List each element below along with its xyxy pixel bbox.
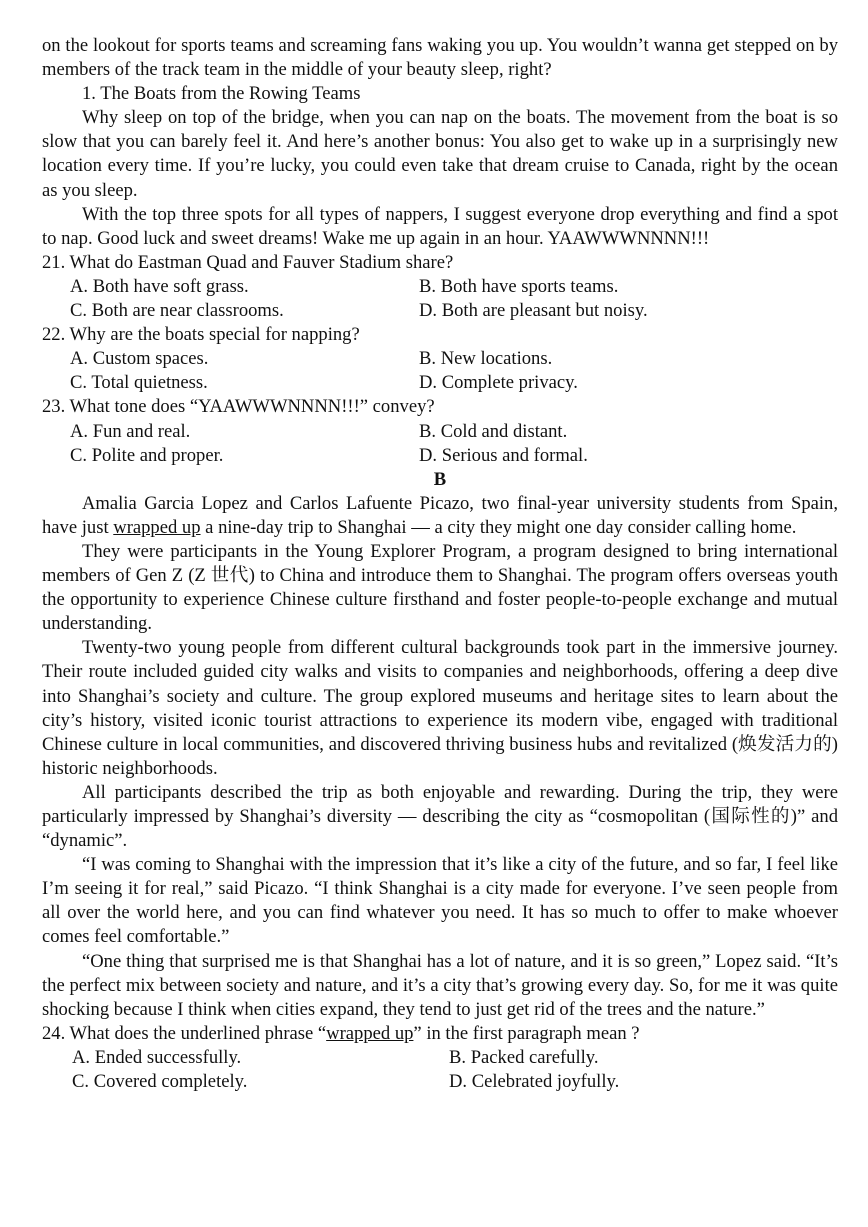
option-d[interactable]: D. Both are pleasant but noisy. — [419, 300, 648, 322]
question-stem — [42, 1022, 838, 1046]
answer-options — [42, 275, 838, 323]
option-b[interactable]: B. New locations. — [419, 348, 553, 370]
section-b-label: B — [433, 468, 447, 490]
section-b-paragraph-6: “One thing that surprised me is that Shanghai has a lot of nature, and it is so green,” Lopez said. “It’s the perfect mix between society and nature, and it’s a city that’s growing every day. So, for me it was quite shocking because I think when cities expand, they tend to just get rid of the trees and the nature.” — [42, 950, 838, 1020]
option-a[interactable]: A. Ended successfully. — [72, 1046, 242, 1068]
option-c[interactable]: C. Both are near classrooms. — [70, 300, 284, 322]
section-b-paragraph-2: They were participants in the Young Explorer Program, a program designed to bring international members of Gen Z (Z 世代) to China and introduce them to Shanghai. The program offers overseas youth the opportunity to experience Chinese culture firsthand and foster people-to-people exchange and mutual understanding. — [42, 540, 838, 635]
section-b-paragraph-1 — [42, 492, 838, 540]
section-b-paragraph-5: “I was coming to Shanghai with the impression that it’s like a city of the future, and so far, I feel like I’m seeing it for real,” said Picazo. “I think Shanghai is a city made for everyone. I’ve seen people from all over the world here, and you can find whatever you need. It has so much to offer to make whoever comes feel comfortable.” — [42, 854, 838, 948]
answer-options — [42, 1046, 838, 1094]
option-c[interactable]: C. Polite and proper. — [70, 444, 224, 466]
option-a[interactable]: A. Custom spaces. — [70, 348, 209, 370]
question-stem: 21. What do Eastman Quad and Fauver Stadium share? — [42, 251, 454, 273]
p1-text-after: a nine-day trip to Shanghai — a city they might one day consider calling home. — [200, 516, 797, 538]
option-d[interactable]: D. Complete privacy. — [419, 372, 578, 394]
question-stem: 22. Why are the boats special for napping? — [42, 324, 360, 346]
option-d[interactable]: D. Serious and formal. — [419, 444, 588, 466]
closing-paragraph: With the top three spots for all types of nappers, I suggest everyone drop everything and find a spot to nap. Good luck and sweet dreams! Wake me up again in an hour. YAAWWWNNNN!!! — [42, 203, 838, 249]
question-24 — [42, 1022, 838, 1094]
option-c[interactable]: C. Total quietness. — [70, 372, 208, 394]
option-d[interactable]: D. Celebrated joyfully. — [449, 1071, 620, 1093]
boats-heading: 1. The Boats from the Rowing Teams — [82, 83, 361, 105]
option-a[interactable]: A. Both have soft grass. — [70, 275, 249, 297]
passage-a-intro-paragraph: on the lookout for sports teams and screaming fans waking you up. You wouldn’t wanna get stepped on by members of the track team in the middle of your beauty sleep, right? — [42, 35, 838, 81]
question-stem: 23. What tone does “YAAWWWNNNN!!!” convey? — [42, 396, 435, 418]
question-23 — [42, 395, 838, 467]
option-b[interactable]: B. Packed carefully. — [449, 1046, 599, 1068]
p1-text-before: Amalia Garcia Lopez and Carlos Lafuente Picazo, two final-year university students from Spain, have just — [42, 492, 838, 538]
question-22 — [42, 323, 838, 395]
option-b[interactable]: B. Both have sports teams. — [419, 275, 619, 297]
question-21 — [42, 251, 838, 323]
underlined-phrase: wrapped up — [326, 1022, 414, 1044]
section-b-paragraph-3: Twenty-two young people from different cultural backgrounds took part in the immersive journey. Their route included guided city walks and visits to companies and neighborhoods, offering a deep dive into Shanghai’s society and culture. The group explored museums and heritage sites to learn about the city’s history, visited iconic tourist attractions to experience its modern vibe, engaged with traditional Chinese culture in local communities, and discovered thriving business hubs and revitalized (焕发活力的) historic neighborhoods. — [42, 637, 838, 779]
answer-options — [42, 420, 838, 468]
option-c[interactable]: C. Covered completely. — [72, 1071, 248, 1093]
option-b[interactable]: B. Cold and distant. — [419, 420, 568, 442]
section-b-paragraph-4: All participants described the trip as both enjoyable and rewarding. During the trip, they were particularly impressed by Shanghai’s diversity — describing the city as “cosmopolitan (国际性的)” and “dynamic”. — [42, 781, 838, 852]
option-a[interactable]: A. Fun and real. — [70, 420, 191, 442]
underlined-phrase: wrapped up — [113, 516, 201, 538]
stem-after: ” in the first paragraph mean ? — [413, 1022, 640, 1044]
answer-options — [42, 347, 838, 395]
exam-page — [42, 34, 838, 1094]
boats-paragraph: Why sleep on top of the bridge, when you can nap on the boats. The movement from the boat is so slow that you can barely feel it. And here’s another bonus: You also get to wake up in a surprisingly new location every time. If you’re lucky, you could even take that dream cruise to Canada, right by the ocean as you sleep. — [42, 107, 838, 201]
stem-before: 24. What does the underlined phrase “ — [42, 1022, 327, 1044]
